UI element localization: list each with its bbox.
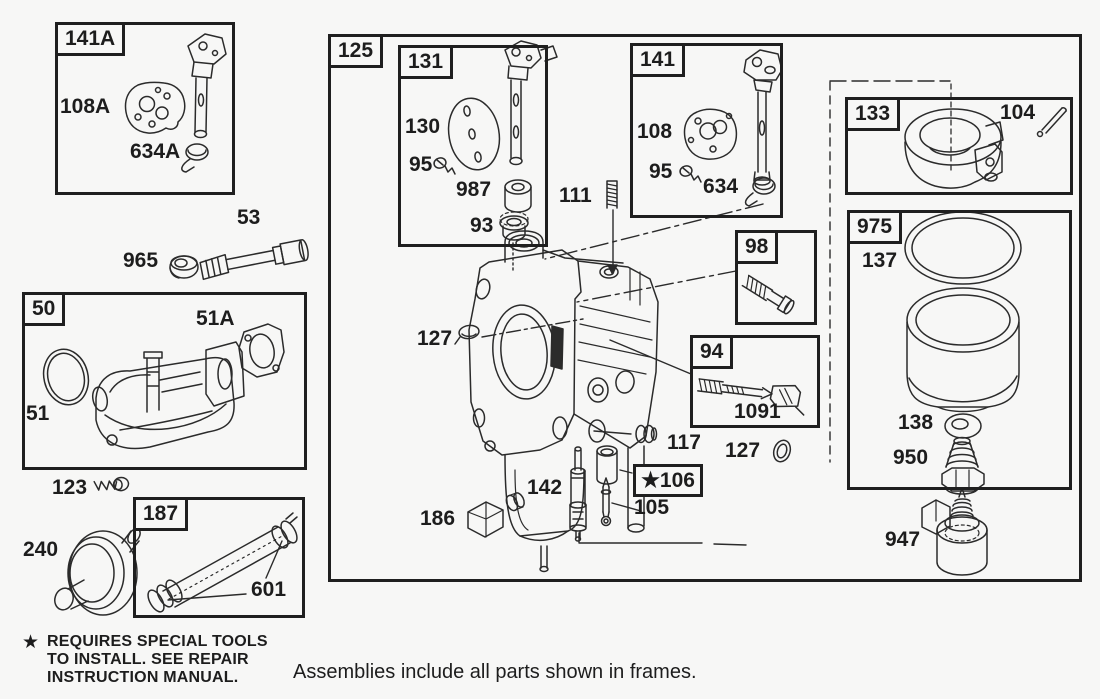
bolt-53-drawing — [200, 239, 310, 280]
star-icon: ★ — [22, 632, 40, 653]
part-label-123: 123 — [52, 476, 88, 499]
frame-number-label: 975 — [847, 210, 902, 244]
nut-965-drawing — [170, 256, 198, 278]
frame-star106 — [633, 464, 703, 497]
part-label-950: 950 — [893, 446, 929, 469]
part-label-51: 51 — [26, 402, 50, 425]
part-label-947: 947 — [885, 528, 921, 551]
note-line-3: INSTRUCTION MANUAL. — [47, 668, 239, 686]
part-label-93: 93 — [470, 214, 494, 237]
special-tools-note — [22, 633, 268, 687]
part-label-965: 965 — [123, 249, 159, 272]
part-label-634A: 634A — [130, 140, 181, 163]
part-label-111: 111 — [559, 184, 592, 207]
frame-50 — [22, 292, 307, 470]
part-label-95: 95 — [649, 160, 673, 183]
frame-number-label: 98 — [735, 230, 778, 264]
frame-98 — [735, 230, 817, 325]
part-label-51A: 51A — [196, 307, 235, 330]
assemblies-note: Assemblies include all parts shown in frames. — [293, 661, 697, 683]
part-label-142: 142 — [527, 476, 563, 499]
part-label-108A: 108A — [60, 95, 111, 118]
part-label-53: 53 — [237, 206, 261, 229]
part-label-138: 138 — [898, 411, 934, 434]
frame-number-label: 125 — [328, 34, 383, 68]
frame-number-label: 141 — [630, 43, 685, 77]
part-label-240: 240 — [23, 538, 59, 561]
part-label-105: 105 — [634, 496, 670, 519]
frame-number-label: 50 — [22, 292, 65, 326]
part-label-987: 987 — [456, 178, 492, 201]
special-tools-note-text — [47, 633, 268, 687]
screw-123-drawing — [94, 476, 129, 495]
part-label-601: 601 — [251, 578, 287, 601]
part-label-127: 127 — [417, 327, 453, 350]
part-label-186: 186 — [420, 507, 456, 530]
part-label-1091: 1091 — [734, 400, 781, 423]
frame-number-label: 141A — [55, 22, 125, 56]
frame-133 — [845, 97, 1073, 195]
part-label-137: 137 — [862, 249, 898, 272]
fuel-filter-240-drawing — [52, 527, 143, 615]
part-label-104: 104 — [1000, 101, 1036, 124]
part-label-95: 95 — [409, 153, 433, 176]
frame-number-label: 131 — [398, 45, 453, 79]
part-label-117: 117 — [667, 431, 701, 454]
part-label-127: 127 — [725, 439, 761, 462]
frame-number-label: 133 — [845, 97, 900, 131]
part-label-108: 108 — [637, 120, 673, 143]
frame-number-label: 187 — [133, 497, 188, 531]
note-line-2: TO INSTALL. SEE REPAIR — [47, 650, 249, 668]
frame-number-label: 94 — [690, 335, 733, 369]
note-line-1: REQUIRES SPECIAL TOOLS — [47, 633, 268, 650]
part-label-130: 130 — [405, 115, 441, 138]
frame-number-label: ★106 — [636, 467, 700, 494]
part-label-634: 634 — [703, 175, 739, 198]
